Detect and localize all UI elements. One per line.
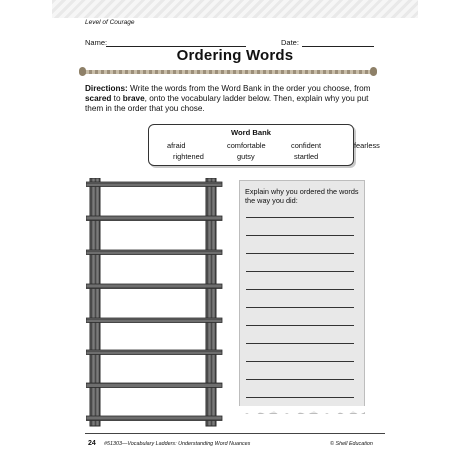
writing-line[interactable] bbox=[246, 271, 354, 272]
rope-knot-left bbox=[79, 67, 86, 76]
word-bank-title: Word Bank bbox=[231, 128, 271, 137]
writing-line[interactable] bbox=[246, 361, 354, 362]
vocabulary-ladder bbox=[86, 178, 226, 428]
footer-publisher: © Shell Education bbox=[330, 441, 373, 447]
directions-label: Directions: bbox=[85, 84, 128, 93]
directions-text bbox=[85, 84, 385, 115]
explain-box bbox=[239, 180, 365, 414]
ladder-rungs bbox=[86, 182, 222, 421]
directions-part1: Write the words from the Word Bank in the order you choose, from bbox=[127, 84, 371, 93]
worksheet-page bbox=[52, 0, 418, 470]
word-bank-word: rightened bbox=[173, 152, 204, 161]
ladder-left-rail bbox=[90, 178, 100, 426]
torn-paper-edge bbox=[237, 406, 365, 420]
name-label: Name: bbox=[85, 38, 108, 47]
ladder-rung[interactable] bbox=[86, 250, 222, 255]
directions-word-to: brave bbox=[122, 94, 145, 104]
writing-line[interactable] bbox=[246, 343, 354, 344]
word-bank-word: startled bbox=[294, 152, 319, 161]
word-bank-word: gutsy bbox=[237, 152, 255, 161]
writing-line[interactable] bbox=[246, 397, 354, 398]
writing-line[interactable] bbox=[246, 307, 354, 308]
explain-prompt: Explain why you ordered the words the way you did: bbox=[245, 187, 359, 205]
date-label: Date: bbox=[281, 38, 299, 47]
writing-line[interactable] bbox=[246, 217, 354, 218]
ladder-rung[interactable] bbox=[86, 182, 222, 187]
writing-line[interactable] bbox=[246, 253, 354, 254]
page-title: Ordering Words bbox=[176, 47, 294, 64]
directions-word-from: scared bbox=[85, 94, 112, 104]
ladder-rung[interactable] bbox=[86, 416, 222, 421]
ladder-rung[interactable] bbox=[86, 284, 222, 289]
page-number: 24 bbox=[88, 440, 96, 447]
word-bank-word: confident bbox=[291, 141, 321, 150]
writing-line[interactable] bbox=[246, 289, 354, 290]
ladder-rung[interactable] bbox=[86, 383, 222, 388]
directions-part3: , onto the vocabulary ladder below. Then, explain why you put them in the order that you chose. bbox=[85, 94, 369, 114]
level-label: Level of Courage bbox=[85, 19, 135, 26]
ladder-right-rail bbox=[206, 178, 216, 426]
rope-divider bbox=[83, 70, 373, 74]
writing-line[interactable] bbox=[246, 325, 354, 326]
word-bank-box bbox=[148, 124, 380, 166]
word-bank-word: afraid bbox=[167, 141, 186, 150]
directions-part2: to bbox=[111, 94, 123, 104]
footer-book-title: #51303—Vocabulary Ladders: Understanding Word Nuances bbox=[104, 441, 251, 447]
ladder-rung[interactable] bbox=[86, 318, 222, 323]
word-bank-word: fearless bbox=[354, 141, 380, 150]
writing-line[interactable] bbox=[246, 235, 354, 236]
top-texture-band bbox=[52, 0, 418, 18]
writing-line[interactable] bbox=[246, 379, 354, 380]
ladder-rung[interactable] bbox=[86, 350, 222, 355]
footer-divider bbox=[85, 433, 385, 434]
word-bank-word: comfortable bbox=[227, 141, 266, 150]
ladder-rung[interactable] bbox=[86, 216, 222, 221]
rope-knot-right bbox=[370, 67, 377, 76]
